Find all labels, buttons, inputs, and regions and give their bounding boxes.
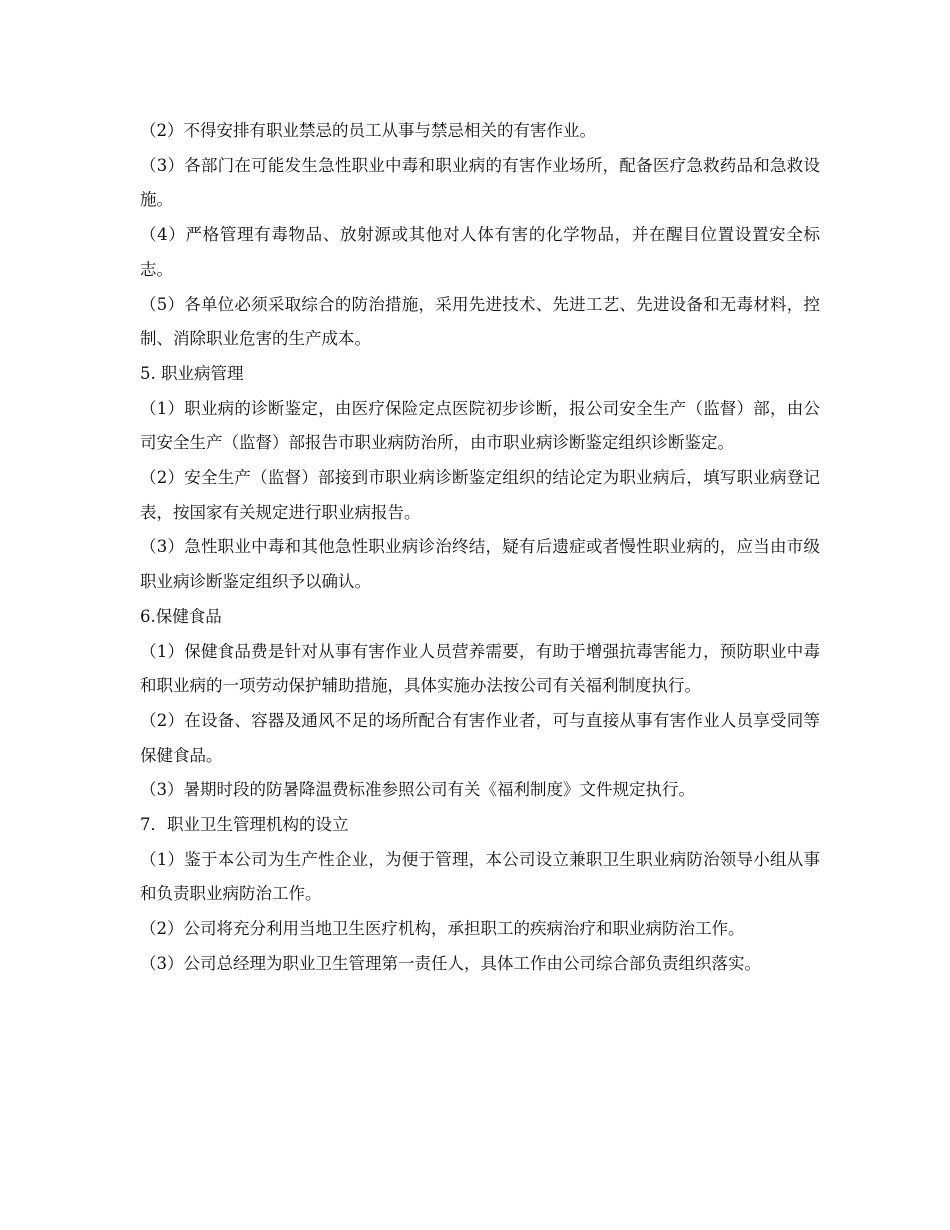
list-item: （2）不得安排有职业禁忌的员工从事与禁忌相关的有害作业。 [140,121,596,140]
list-item: （1）保健食品费是针对从事有害作业人员营养需要，有助于增强抗毒害能力，预防职业中毒和职业病的一项劳动保护辅助措施，具体实施办法按公司有关福利制度执行。 [140,641,820,696]
list-item: （1）职业病的诊断鉴定，由医疗保险定点医院初步诊断，报公司安全生产（监督）部，由公司安全生产（监督）部报告市职业病防治所，由市职业病诊断鉴定组织诊断鉴定。 [140,398,820,453]
list-item: （5）各单位必须采取综合的防治措施，采用先进技术、先进工艺、先进设备和无毒材料，控制、消除职业危害的生产成本。 [140,294,820,349]
list-item: （4）严格管理有毒物品、放射源或其他对人体有害的化学物品，并在醒目位置设置安全标志。 [140,225,820,279]
list-item: （3）暑期时段的防暑降温费标准参照公司有关《福利制度》文件规定执行。 [140,780,695,800]
section-heading: 5. 职业病管理 [140,363,244,383]
list-item: （3）公司总经理为职业卫生管理第一责任人，具体工作由公司综合部负责组织落实。 [140,953,761,973]
section-heading: 6.保健食品 [140,606,222,626]
list-item: （1）鉴于本公司为生产性企业，为便于管理，本公司设立兼职卫生职业病防治领导小组从事和负责职业病防治工作。 [140,849,820,904]
list-item: （2）在设备、容器及通风不足的场所配合有害作业者，可与直接从事有害作业人员享受同等保健食品。 [140,710,820,765]
list-item: （3）急性职业中毒和其他急性职业病诊治终结，疑有后遗症或者慢性职业病的，应当由市级职业病诊断鉴定组织予以确认。 [140,537,820,592]
section-heading: 7．职业卫生管理机构的设立 [140,815,349,835]
document-body [140,114,820,982]
list-item: （2）公司将充分利用当地卫生医疗机构，承担职工的疾病治疗和职业病防治工作。 [140,919,745,939]
list-item: （3）各部门在可能发生急性职业中毒和职业病的有害作业场所，配备医疗急救药品和急救设施。 [140,155,820,210]
list-item: （2）安全生产（监督）部接到市职业病诊断鉴定组织的结论定为职业病后，填写职业病登记表，按国家有关规定进行职业病报告。 [140,468,820,522]
